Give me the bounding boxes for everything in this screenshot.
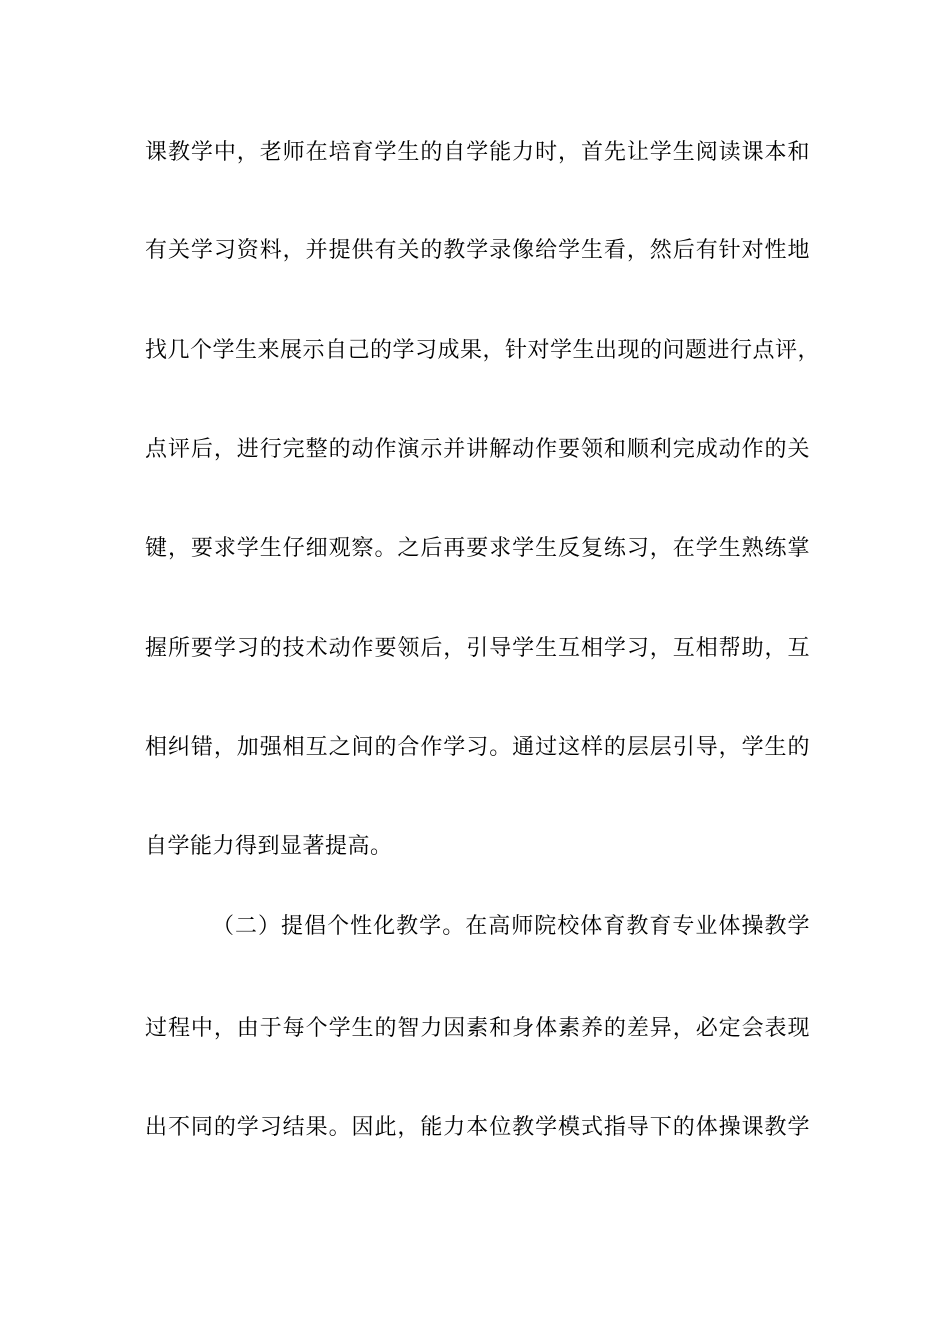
paragraph-line: 键，要求学生仔细观察。之后再要求学生反复练习，在学生熟练掌 (145, 536, 810, 561)
section-heading-line: （二）提倡个性化教学。在高师院校体育教育专业体操教学 (212, 914, 810, 939)
paragraph-line: 课教学中，老师在培育学生的自学能力时，首先让学生阅读课本和 (145, 140, 810, 165)
paragraph-line: 握所要学习的技术动作要领后，引导学生互相学习，互相帮助，互 (145, 636, 810, 661)
paragraph-line: 出不同的学习结果。因此，能力本位教学模式指导下的体操课教学 (145, 1115, 810, 1140)
paragraph-line: 相纠错，加强相互之间的合作学习。通过这样的层层引导，学生的 (145, 735, 810, 760)
paragraph-line: 点评后，进行完整的动作演示并讲解动作要领和顺利完成动作的关 (145, 437, 810, 462)
paragraph-line: 有关学习资料，并提供有关的教学录像给学生看，然后有针对性地 (145, 238, 810, 263)
paragraph-line: 找几个学生来展示自己的学习成果，针对学生出现的问题进行点评， (145, 338, 821, 363)
paragraph-line: 过程中，由于每个学生的智力因素和身体素养的差异，必定会表现 (145, 1016, 810, 1041)
paragraph-last-line: 自学能力得到显著提高。 (145, 834, 393, 859)
